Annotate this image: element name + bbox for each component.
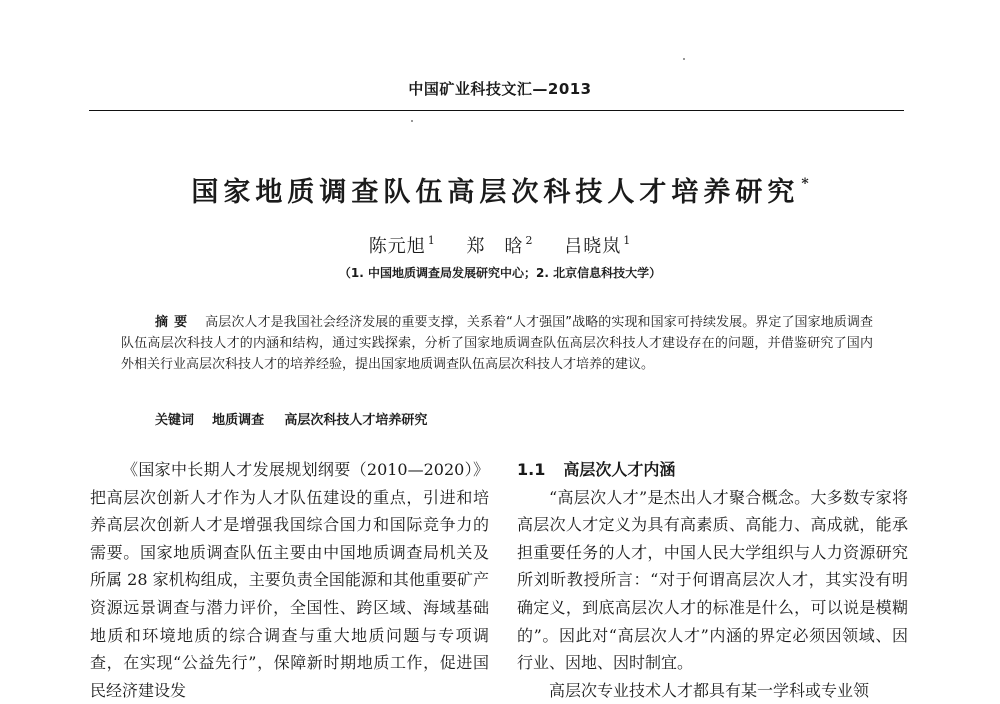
author [467,236,534,257]
body-paragraph: 高层次专业技术人才都具有某一学科或专业领 [549,680,870,700]
keyword: 高层次科技人才培养研究 [284,413,428,428]
body-paragraph: 《国家中长期人才发展规划纲要（2010—2020）》把高层次创新人才作为人才队伍建设的重点，引进和培养高层次创新人才是增强我国综合国力和国际竞争力的需要。国家地质调查队伍主要由中国地质调查局机关及所属 28 家机构组成，主要负责全国能源和其他重要矿产资源远景调查与潜力评价，全国性、跨区域、海域基础地质和环境地质的综合调查与重大地质问题与专项调查，在实现“公益先行”，保障新时期地质工作，促进国民经济建设发 [90,460,489,700]
abstract-text: 高层次人才是我国社会经济发展的重要支撑，关系着“人才强国”战略的实现和国家可持续发展。界定了国家地质调查队伍高层次科技人才的内涵和结构，通过实践探索，分析了国家地质调查队伍高层次科技人才建设存在的问题，并借鉴研究了国内外相关行业高层次科技人才的培养经验，提出国家地质调查队伍高层次科技人才培养的建议。 [121,315,873,372]
paper-title-text: 国家地质调查队伍高层次科技人才培养研究 [191,177,800,208]
abstract-label: 摘要 [155,315,194,330]
header-rule [89,110,904,111]
author [564,236,631,257]
scan-speck [683,58,685,60]
body-paragraph: “高层次人才”是杰出人才聚合概念。大多数专家将高层次人才定义为具有高素质、高能力、高成就，能承担重要任务的人才，中国人民大学组织与人力资源研究所刘昕教授所言：“对于何谓高层次人才，其实没有明确定义，到底高层次人才的标准是什么，可以说是模糊的”。因此对“高层次人才”内涵的界定必须因领域、因行业、因地、因时制宜。 [517,487,908,673]
keywords-label: 关键词 [155,413,195,428]
author-name: 郑 晗 [466,236,524,257]
title-footnote-mark: * [801,176,809,192]
body-column-left [90,456,489,704]
running-header: 中国矿业科技文汇—2013 [408,80,592,98]
body-column-right [517,456,908,704]
author-list [0,232,1000,258]
paper-title [0,170,1000,209]
author-affil-mark: 2 [525,234,534,247]
author-affil-mark: 1 [427,234,436,247]
keyword: 地质调查 [212,413,265,428]
section-heading [517,456,908,484]
scan-speck [411,120,413,122]
keywords [155,409,443,428]
affiliations: （1. 中国地质调查局发展研究中心；2. 北京信息科技大学） [338,266,662,280]
section-title: 高层次人才内涵 [563,460,676,479]
author-name: 吕晓岚 [564,236,622,257]
author [369,236,436,257]
author-affil-mark: 1 [623,234,632,247]
abstract [121,312,873,375]
section-number: 1.1 [517,460,546,479]
author-name: 陈元旭 [368,236,426,257]
